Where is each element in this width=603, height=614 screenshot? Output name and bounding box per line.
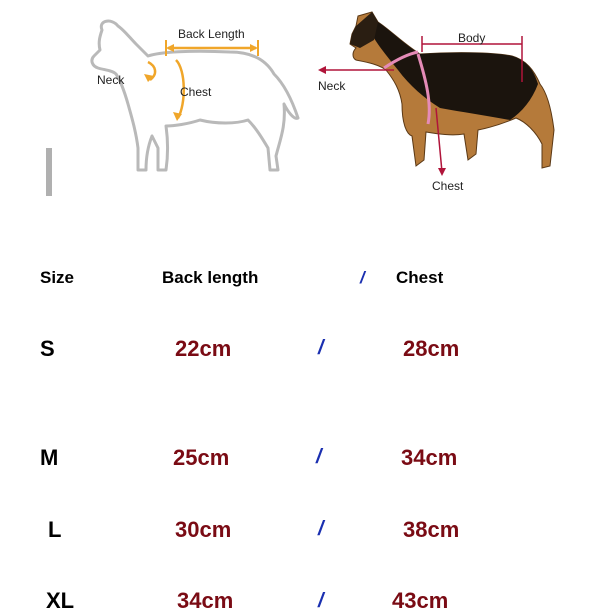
- separator: /: [316, 446, 322, 468]
- size-label: XL: [46, 588, 75, 613]
- shepherd-dog-diagram: [312, 4, 572, 200]
- dog-saddle: [372, 12, 538, 120]
- body-label: Body: [458, 31, 486, 45]
- back-length-label: Back Length: [178, 27, 245, 41]
- back-length-value: 34cm: [177, 588, 234, 613]
- size-label: L: [48, 517, 62, 542]
- separator: /: [318, 590, 324, 612]
- back-length-value: 25cm: [173, 445, 230, 470]
- back-length-value: 22cm: [175, 336, 232, 361]
- separator: /: [318, 337, 324, 359]
- back-length-value: 30cm: [175, 517, 232, 542]
- header-size: Size: [40, 268, 75, 287]
- chest-value: 38cm: [403, 517, 460, 542]
- chest-label-left: Chest: [180, 85, 212, 99]
- divider-bar: [46, 148, 52, 196]
- neck-label-left: Neck: [97, 73, 125, 87]
- chest-label-right: Chest: [432, 179, 464, 193]
- header-back-length: Back length: [162, 268, 259, 287]
- neck-label-right: Neck: [318, 79, 346, 93]
- chest-value: 28cm: [403, 336, 460, 361]
- header-separator: /: [360, 268, 365, 287]
- chest-value: 34cm: [401, 445, 458, 470]
- size-label: S: [40, 336, 55, 361]
- size-label: M: [40, 445, 59, 470]
- separator: /: [318, 518, 324, 540]
- chest-value: 43cm: [392, 588, 449, 613]
- outline-dog-diagram: [40, 8, 305, 198]
- header-chest: Chest: [396, 268, 444, 287]
